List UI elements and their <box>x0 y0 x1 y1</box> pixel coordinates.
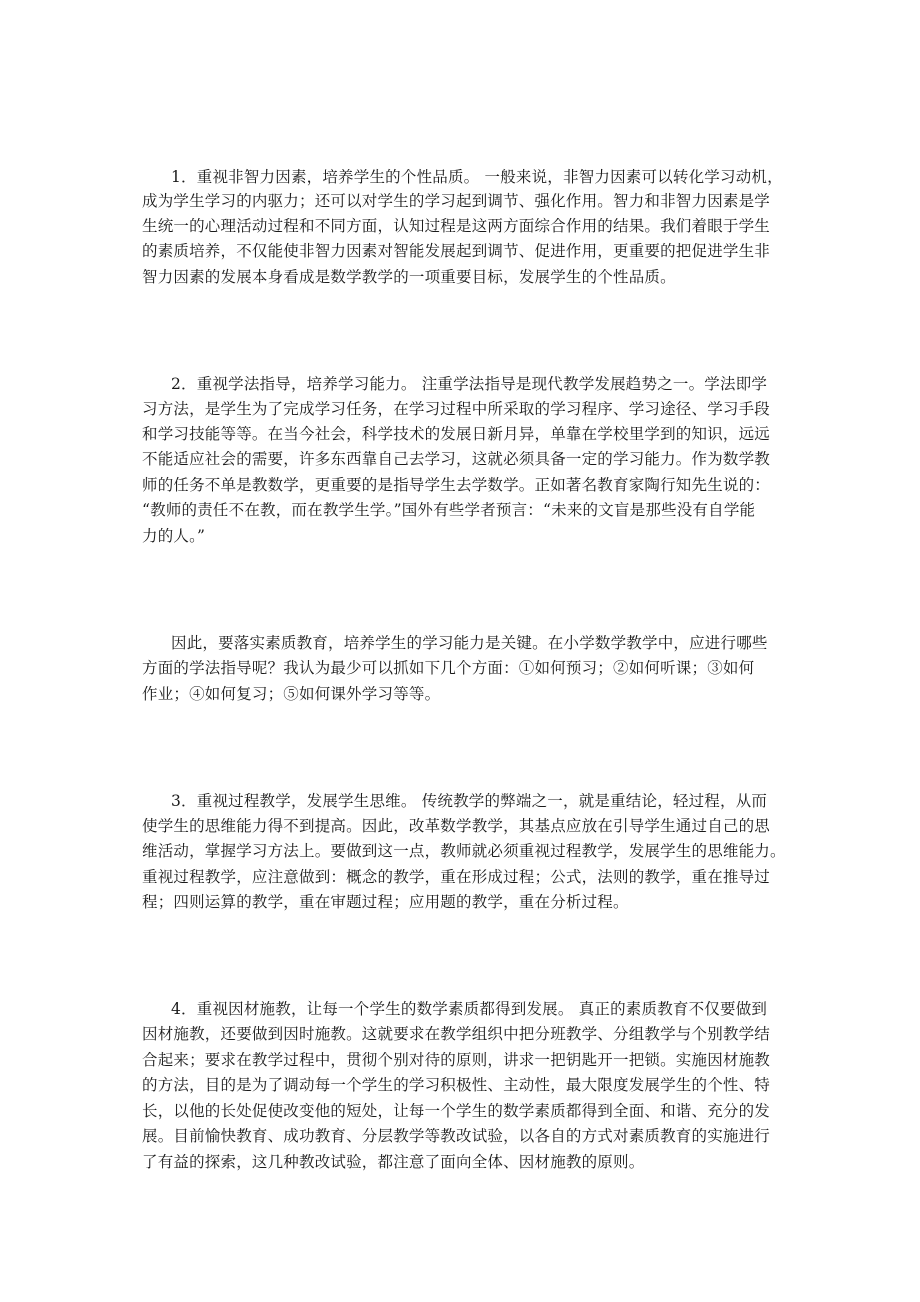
paragraph-line: 3．重视过程教学，发展学生思维。 传统教学的弊端之一，就是重结论，轻过程，从而 <box>171 792 768 810</box>
paragraph-line: 习方法，是学生为了完成学习任务，在学习过程中所采取的学习程序、学习途径、学习手段 <box>142 400 771 418</box>
paragraph-line: 师的任务不单是教数学，更重要的是指导学生去学数学。正如著名教育家陶行知先生说的： <box>142 476 771 494</box>
paragraph-line: 因材施教，还要做到因时施教。这就要求在教学组织中把分班教学、分组教学与个别教学结 <box>142 1025 771 1043</box>
paragraph-line: 4．重视因材施教，让每一个学生的数学素质都得到发展。 真正的素质教育不仅要做到 <box>171 1000 768 1018</box>
paragraph-line: 方面的学法指导呢？我认为最少可以抓如下几个方面：①如何预习；②如何听课；③如何 <box>142 659 755 677</box>
paragraph-line: 的方法，目的是为了调动每一个学生的学习积极性、主动性，最大限度发展学生的个性、特 <box>142 1076 771 1094</box>
paragraph-line: 程；四则运算的教学，重在审题过程；应用题的教学，重在分析过程。 <box>142 893 629 911</box>
paragraph-line: 使学生的思维能力得不到提高。因此，改革数学教学，其基点应放在引导学生通过自己的思 <box>142 817 771 835</box>
paragraph-line: 合起来；要求在教学过程中，贯彻个别对待的原则，讲求一把钥匙开一把锁。实施因材施教 <box>142 1051 771 1069</box>
paragraph-line: 重视过程教学，应注意做到：概念的教学，重在形成过程；公式，法则的教学，重在推导过 <box>142 868 771 886</box>
paragraph-line: 1．重视非智力因素，培养学生的个性品质。 一般来说，非智力因素可以转化学习动机， <box>171 168 783 186</box>
paragraph-line: 和学习技能等等。在当今社会，科学技术的发展日新月异，单靠在学校里学到的知识，远远 <box>142 425 771 443</box>
paragraph-line: 成为学生学习的内驱力；还可以对学生的学习起到调节、强化作用。智力和非智力因素是学 <box>142 192 771 210</box>
paragraph-line: 不能适应社会的需要，许多东西靠自己去学习，这就必须具备一定的学习能力。作为数学教 <box>142 450 771 468</box>
paragraph-line: 2．重视学法指导，培养学习能力。 注重学法指导是现代教学发展趋势之一。学法即学 <box>171 375 768 393</box>
paragraph-line: 生统一的心理活动过程和不同方面，认知过程是这两方面综合作用的结果。我们着眼于学生 <box>142 217 771 235</box>
paragraph-line: 了有益的探索，这几种教改试验，都注意了面向全体、因材施教的原则。 <box>142 1153 645 1171</box>
paragraph-line: “教师的责任不在教，而在教学生学。”国外有些学者预言：“未来的文盲是那些没有自学能 <box>142 501 756 519</box>
paragraph-line: 长，以他的长处促使改变他的短处，让每一个学生的数学素质都得到全面、和谐、充分的发 <box>142 1102 771 1120</box>
paragraph-line: 智力因素的发展本身看成是数学教学的一项重要目标，发展学生的个性品质。 <box>142 268 676 286</box>
paragraph-line: 的素质培养，不仅能使非智力因素对智能发展起到调节、促进作用，更重要的把促进学生非 <box>142 242 771 260</box>
paragraph-line: 展。目前愉快教育、成功教育、分层教学等教改试验，以各自的方式对素质教育的实施进行 <box>142 1127 771 1145</box>
paragraph-line: 因此，要落实素质教育，培养学生的学习能力是关键。在小学数学教学中，应进行哪些 <box>171 634 768 652</box>
paragraph-line: 作业；④如何复习；⑤如何课外学习等等。 <box>142 685 441 703</box>
paragraph-line: 力的人。” <box>142 527 206 545</box>
paragraph-line: 维活动，掌握学习方法上。要做到这一点，教师就必须重视过程教学，发展学生的思维能力。 <box>142 842 786 860</box>
